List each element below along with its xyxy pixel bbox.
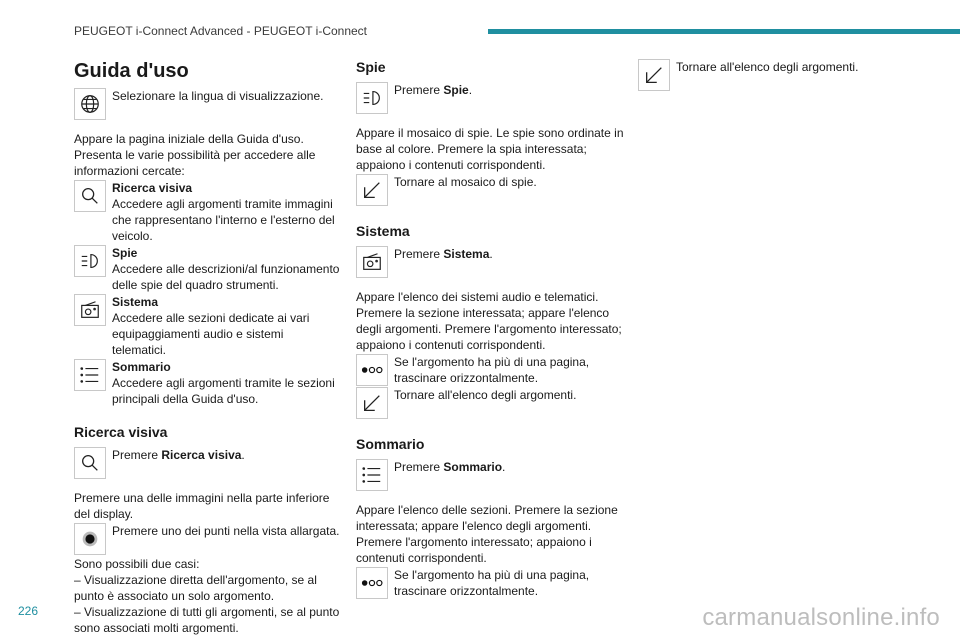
arrow-back-icon	[356, 387, 388, 419]
watermark: carmanualsonline.info	[702, 604, 940, 631]
item-sistema: Sistema Accedere alle sezioni dedicate ai vari equipaggiamenti audio e sistemi telematici.	[74, 294, 340, 358]
column-1: Guida d'uso Selezionare la lingua di visualizzazione. Appare la pagina iniziale della Guida d'uso. Presenta le varie possibilità per accedere alle informazioni cercate: Ricerca visiva Accedere agli argomenti tramite immagini che rappresentano l'interno e l'esterno del veicolo. Spie Accedere alle descrizioni/al funzionamento delle spie del quadro strumenti. Sistema Accedere alle sezioni dedicate ai vari equipaggiamenti audio e sistemi telematici. Sommario Accedere agli argomenti tramite le sezioni principali della Guida d'uso. Ricerca visiva Premere Ricerca visiva. Premere una delle immagini nella parte inferiore del display. Premere uno dei punti nella vista allargata. Sono possibili due casi: – Visualizzazione diretta dell'argomento, se al punto è associato un solo argomento. – Visualizzazione di tutti gli argomenti, se al punto sono associati molti argomenti.	[74, 60, 340, 635]
page-dots-icon	[356, 567, 388, 599]
list-icon	[356, 459, 388, 491]
list-icon	[74, 359, 106, 391]
heading-sommario: Sommario	[356, 436, 425, 452]
header-accent-bar	[488, 29, 960, 34]
intro-text: Appare la pagina iniziale della Guida d'uso. Presenta le varie possibilità per accedere alle informazioni cercate:	[74, 132, 316, 178]
magnifier-icon	[74, 180, 106, 212]
heading-spie: Spie	[356, 59, 386, 75]
point-row: Premere uno dei punti nella vista allargata.	[74, 523, 340, 555]
item-spie: Spie Accedere alle descrizioni/al funzionamento delle spie del quadro strumenti.	[74, 245, 340, 293]
heading-sistema: Sistema	[356, 223, 410, 239]
item-sommario: Sommario Accedere agli argomenti tramite le sezioni principali della Guida d'uso.	[74, 359, 340, 407]
section-title: Guida d'uso	[74, 60, 189, 82]
language-row: Selezionare la lingua di visualizzazione.	[74, 88, 340, 120]
magnifier-icon	[74, 447, 106, 479]
page-number: 226	[18, 604, 39, 618]
page-dots-icon	[356, 354, 388, 386]
column-2: Spie Premere Spie. Appare il mosaico di spie. Le spie sono ordinate in base al colore. Premere la spia interessata; appaiono i contenuti corrispondenti. Tornare al mosaico di spie. Sistema Premere Sistema. Appare l'elenco dei sistemi audio e telematici. Premere la sezione interessata; appare l'elenco degli argomenti. Premere l'argomento interessato; appaiono i contenuti corrispondenti. Se l'argomento ha più di una pagina, trascinare orizzontalmente. Tornare all'elenco degli argomenti. Sommario Premere Sommario. Appare l'elenco delle sezioni. Premere la sezione interessata; appare l'elenco degli argomenti. Premere l'argomento interessato; appaiono i contenuti corrispondenti. Se l'argomento ha più di una pagina, trascinare orizzontalmente.	[356, 59, 624, 598]
point-icon	[74, 523, 106, 555]
globe-icon	[74, 88, 106, 120]
system-icon	[74, 294, 106, 326]
heading-ricerca-visiva: Ricerca visiva	[74, 424, 168, 440]
system-icon	[356, 246, 388, 278]
arrow-back-icon	[356, 174, 388, 206]
arrow-back-icon	[638, 59, 670, 91]
press-visual-row: Premere Ricerca visiva.	[74, 447, 340, 479]
column-3: Tornare all'elenco degli argomenti.	[638, 58, 898, 92]
item-visual: Ricerca visiva Accedere agli argomenti tramite immagini che rappresentano l'interno e l'esterno del veicolo.	[74, 180, 340, 244]
warning-lights-icon	[356, 82, 388, 114]
warning-lights-icon	[74, 245, 106, 277]
running-header: PEUGEOT i-Connect Advanced - PEUGEOT i-Connect	[74, 24, 368, 38]
